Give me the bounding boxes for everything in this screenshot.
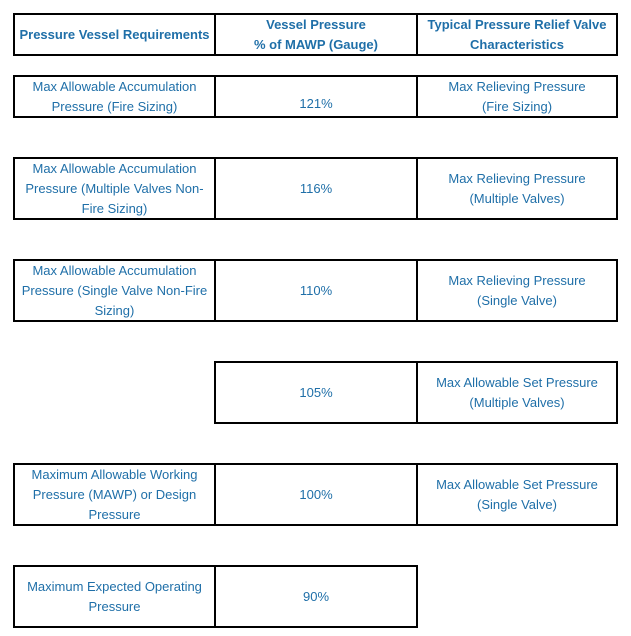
row-valve-fire-sizing xyxy=(416,75,618,118)
row-percent-116 xyxy=(214,157,418,220)
row-valve-set-multiple xyxy=(416,361,618,424)
valve-line: (Single Valve) xyxy=(477,496,557,512)
requirement-line: Sizing) xyxy=(94,302,135,318)
percent-value: 121% xyxy=(299,96,333,111)
header-requirements-label: Pressure Vessel Requirements xyxy=(19,26,210,42)
header-requirements xyxy=(13,13,216,56)
requirement-line: Maximum Allowable Working xyxy=(31,466,198,482)
row-valve-set-single xyxy=(416,463,618,526)
valve-line: (Fire Sizing) xyxy=(481,98,553,114)
header-valve-line2: Characteristics xyxy=(470,36,564,52)
requirement-line: Pressure (Single Valve Non-Fire xyxy=(21,282,208,298)
requirement-line: Pressure (Multiple Valves Non- xyxy=(25,180,204,196)
requirement-line: Pressure (Fire Sizing) xyxy=(51,98,178,114)
header-valve-line1: Typical Pressure Relief Valve xyxy=(427,16,607,32)
row-percent-121 xyxy=(214,75,418,118)
row-percent-105 xyxy=(214,361,418,424)
header-vessel-pressure-line2: % of MAWP (Gauge) xyxy=(254,36,378,52)
percent-value: 90% xyxy=(302,588,330,604)
row-requirement-fire-sizing xyxy=(13,75,216,118)
percent-value: 105% xyxy=(299,384,333,400)
header-vessel-pressure-line1: Vessel Pressure xyxy=(266,16,366,32)
requirement-line: Max Allowable Accumulation xyxy=(32,78,197,94)
valve-line: (Multiple Valves) xyxy=(469,190,565,206)
header-vessel-pressure xyxy=(214,13,418,56)
row-valve-multiple-valves xyxy=(416,157,618,220)
requirement-line: Maximum Expected Operating xyxy=(27,578,202,594)
row-percent-100 xyxy=(214,463,418,526)
requirement-line: Max Allowable Accumulation xyxy=(32,262,197,278)
valve-line: Max Allowable Set Pressure xyxy=(436,476,598,492)
row-percent-110 xyxy=(214,259,418,322)
valve-line: (Single Valve) xyxy=(477,292,557,308)
requirement-line: Pressure xyxy=(88,506,141,522)
requirement-line: Pressure (MAWP) or Design xyxy=(32,486,197,502)
valve-line: Max Relieving Pressure xyxy=(448,78,586,94)
header-valve-characteristics xyxy=(416,13,618,56)
requirement-line: Max Allowable Accumulation xyxy=(32,160,197,176)
row-valve-single-valve xyxy=(416,259,618,322)
percent-value: 100% xyxy=(299,486,333,502)
row-percent-90 xyxy=(214,565,418,628)
requirement-line: Fire Sizing) xyxy=(81,200,148,216)
percent-value: 110% xyxy=(299,282,333,298)
row-requirement-mawp xyxy=(13,463,216,526)
row-requirement-single-valve xyxy=(13,259,216,322)
row-requirement-operating xyxy=(13,565,216,628)
requirement-line: Pressure xyxy=(88,598,141,614)
row-requirement-multiple-valves xyxy=(13,157,216,220)
valve-line: (Multiple Valves) xyxy=(469,394,565,410)
valve-line: Max Allowable Set Pressure xyxy=(436,374,598,390)
percent-value: 116% xyxy=(299,180,333,196)
valve-line: Max Relieving Pressure xyxy=(448,170,586,186)
valve-line: Max Relieving Pressure xyxy=(448,272,586,288)
